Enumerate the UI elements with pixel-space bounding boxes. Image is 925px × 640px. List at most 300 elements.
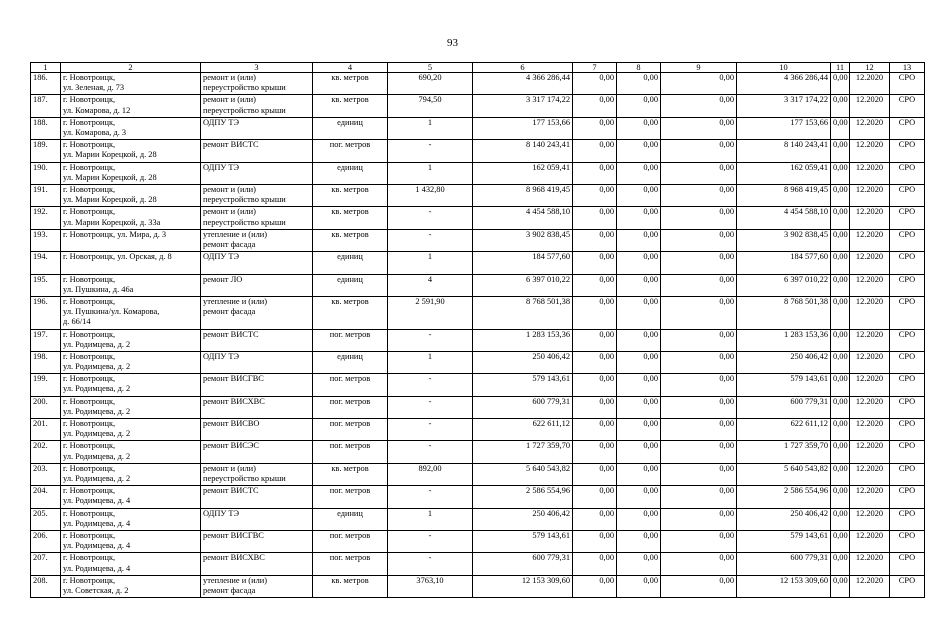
table-row (31, 252, 925, 274)
unit-cell: пог. метров (313, 140, 388, 162)
completion-date-cell: 12.2020 (850, 162, 890, 184)
row-number: 204. (31, 486, 61, 508)
table-row (31, 531, 925, 553)
regional-budget-cell: 0,00 (617, 531, 661, 553)
regional-budget-cell: 0,00 (617, 296, 661, 329)
address-cell: г. Новотроицк, ул. Марии Корецкой, д. 28 (61, 140, 201, 162)
fund-cell: 0,00 (573, 229, 617, 251)
address-cell: г. Новотроицк, ул. Советская, д. 2 (61, 575, 201, 597)
work-type-cell: ОДПУ ТЭ (201, 508, 313, 530)
regional-budget-cell: 0,00 (617, 329, 661, 351)
regional-budget-cell: 0,00 (617, 117, 661, 139)
row-number: 191. (31, 184, 61, 206)
total-cost-cell: 4 454 588,10 (473, 207, 573, 229)
regional-budget-cell: 0,00 (617, 95, 661, 117)
local-budget-cell: 0,00 (661, 575, 737, 597)
local-budget-cell: 0,00 (661, 184, 737, 206)
quantity-cell: 1 432,80 (388, 184, 473, 206)
column-header: 1 (31, 63, 61, 73)
fund-cell: 0,00 (573, 463, 617, 485)
unit-cell: пог. метров (313, 419, 388, 441)
fund-cell: 0,00 (573, 73, 617, 95)
other-funds-cell: 0,00 (831, 274, 850, 296)
row-number: 193. (31, 229, 61, 251)
column-header: 2 (61, 63, 201, 73)
other-funds-cell: 0,00 (831, 508, 850, 530)
address-cell: г. Новотроицк, ул. Родимцева, д. 2 (61, 329, 201, 351)
column-header: 9 (661, 63, 737, 73)
table-row (31, 73, 925, 95)
quantity-cell: - (388, 396, 473, 418)
fund-method-cell: СРО (890, 184, 925, 206)
owners-funds-cell: 162 059,41 (737, 162, 831, 184)
table-row (31, 229, 925, 251)
work-type-cell: ремонт и (или) переустройство крыши (201, 463, 313, 485)
work-type-cell: ремонт ВИСГВС (201, 531, 313, 553)
owners-funds-cell: 177 153,66 (737, 117, 831, 139)
regional-budget-cell: 0,00 (617, 374, 661, 396)
unit-cell: кв. метров (313, 207, 388, 229)
total-cost-cell: 250 406,42 (473, 351, 573, 373)
row-number: 197. (31, 329, 61, 351)
completion-date-cell: 12.2020 (850, 184, 890, 206)
owners-funds-cell: 622 611,12 (737, 419, 831, 441)
address-cell: г. Новотроицк, ул. Пушкина/ул. Комарова, д. 66/14 (61, 296, 201, 329)
other-funds-cell: 0,00 (831, 486, 850, 508)
unit-cell: пог. метров (313, 396, 388, 418)
local-budget-cell: 0,00 (661, 252, 737, 274)
fund-method-cell: СРО (890, 296, 925, 329)
quantity-cell: - (388, 229, 473, 251)
completion-date-cell: 12.2020 (850, 95, 890, 117)
work-type-cell: ремонт ВИСГВС (201, 374, 313, 396)
total-cost-cell: 3 317 174,22 (473, 95, 573, 117)
column-header: 6 (473, 63, 573, 73)
other-funds-cell: 0,00 (831, 95, 850, 117)
address-cell: г. Новотроицк, ул. Марии Корецкой, д. 28 (61, 184, 201, 206)
address-cell: г. Новотроицк, ул. Марии Корецкой, д. 28 (61, 162, 201, 184)
local-budget-cell: 0,00 (661, 553, 737, 575)
fund-cell: 0,00 (573, 351, 617, 373)
local-budget-cell: 0,00 (661, 229, 737, 251)
column-header: 10 (737, 63, 831, 73)
regional-budget-cell: 0,00 (617, 441, 661, 463)
fund-cell: 0,00 (573, 140, 617, 162)
completion-date-cell: 12.2020 (850, 508, 890, 530)
completion-date-cell: 12.2020 (850, 229, 890, 251)
completion-date-cell: 12.2020 (850, 274, 890, 296)
table-row (31, 508, 925, 530)
owners-funds-cell: 8 968 419,45 (737, 184, 831, 206)
table-row (31, 329, 925, 351)
fund-cell: 0,00 (573, 162, 617, 184)
address-cell: г. Новотроицк, ул. Родимцева, д. 4 (61, 508, 201, 530)
address-cell: г. Новотроицк, ул. Родимцева, д. 4 (61, 531, 201, 553)
completion-date-cell: 12.2020 (850, 553, 890, 575)
address-cell: г. Новотроицк, ул. Мира, д. 3 (61, 229, 201, 251)
quantity-cell: 1 (388, 162, 473, 184)
row-number: 192. (31, 207, 61, 229)
column-header: 4 (313, 63, 388, 73)
fund-cell: 0,00 (573, 184, 617, 206)
work-type-cell: ремонт ВИСТС (201, 140, 313, 162)
unit-cell: кв. метров (313, 463, 388, 485)
unit-cell: кв. метров (313, 296, 388, 329)
other-funds-cell: 0,00 (831, 73, 850, 95)
total-cost-cell: 1 727 359,70 (473, 441, 573, 463)
column-header: 7 (573, 63, 617, 73)
table-row (31, 575, 925, 597)
owners-funds-cell: 184 577,60 (737, 252, 831, 274)
fund-method-cell: СРО (890, 73, 925, 95)
completion-date-cell: 12.2020 (850, 463, 890, 485)
total-cost-cell: 579 143,61 (473, 374, 573, 396)
unit-cell: кв. метров (313, 229, 388, 251)
total-cost-cell: 8 140 243,41 (473, 140, 573, 162)
table-body (31, 73, 925, 598)
unit-cell: единиц (313, 274, 388, 296)
completion-date-cell: 12.2020 (850, 252, 890, 274)
quantity-cell: - (388, 486, 473, 508)
row-number: 201. (31, 419, 61, 441)
total-cost-cell: 184 577,60 (473, 252, 573, 274)
completion-date-cell: 12.2020 (850, 396, 890, 418)
local-budget-cell: 0,00 (661, 508, 737, 530)
regional-budget-cell: 0,00 (617, 463, 661, 485)
total-cost-cell: 12 153 309,60 (473, 575, 573, 597)
table-row (31, 162, 925, 184)
work-type-cell: ремонт ВИСХВС (201, 396, 313, 418)
table-row (31, 184, 925, 206)
row-number: 194. (31, 252, 61, 274)
table-row (31, 419, 925, 441)
regional-budget-cell: 0,00 (617, 419, 661, 441)
fund-method-cell: СРО (890, 508, 925, 530)
table-row (31, 463, 925, 485)
column-header: 11 (831, 63, 850, 73)
address-cell: г. Новотроицк, ул. Родимцева, д. 2 (61, 441, 201, 463)
quantity-cell: 1 (388, 117, 473, 139)
fund-cell: 0,00 (573, 374, 617, 396)
local-budget-cell: 0,00 (661, 296, 737, 329)
row-number: 188. (31, 117, 61, 139)
address-cell: г. Новотроицк, ул. Родимцева, д. 2 (61, 374, 201, 396)
owners-funds-cell: 6 397 010,22 (737, 274, 831, 296)
regional-budget-cell: 0,00 (617, 575, 661, 597)
unit-cell: единиц (313, 252, 388, 274)
regional-budget-cell: 0,00 (617, 162, 661, 184)
fund-method-cell: СРО (890, 531, 925, 553)
fund-method-cell: СРО (890, 575, 925, 597)
fund-cell: 0,00 (573, 207, 617, 229)
local-budget-cell: 0,00 (661, 351, 737, 373)
total-cost-cell: 600 779,31 (473, 553, 573, 575)
owners-funds-cell: 600 779,31 (737, 396, 831, 418)
table-row (31, 553, 925, 575)
table-row (31, 374, 925, 396)
table-row (31, 95, 925, 117)
regional-budget-cell: 0,00 (617, 396, 661, 418)
completion-date-cell: 12.2020 (850, 374, 890, 396)
total-cost-cell: 8 968 419,45 (473, 184, 573, 206)
unit-cell: кв. метров (313, 184, 388, 206)
total-cost-cell: 4 366 286,44 (473, 73, 573, 95)
owners-funds-cell: 250 406,42 (737, 508, 831, 530)
fund-method-cell: СРО (890, 329, 925, 351)
address-cell: г. Новотроицк, ул. Комарова, д. 3 (61, 117, 201, 139)
regional-budget-cell: 0,00 (617, 140, 661, 162)
quantity-cell: - (388, 419, 473, 441)
owners-funds-cell: 579 143,61 (737, 374, 831, 396)
row-number: 206. (31, 531, 61, 553)
work-type-cell: ремонт ВИСХВС (201, 553, 313, 575)
fund-method-cell: СРО (890, 486, 925, 508)
quantity-cell: 1 (388, 508, 473, 530)
other-funds-cell: 0,00 (831, 463, 850, 485)
unit-cell: кв. метров (313, 575, 388, 597)
unit-cell: кв. метров (313, 95, 388, 117)
fund-method-cell: СРО (890, 374, 925, 396)
table-row (31, 207, 925, 229)
fund-cell: 0,00 (573, 553, 617, 575)
quantity-cell: 892,00 (388, 463, 473, 485)
quantity-cell: 794,50 (388, 95, 473, 117)
fund-method-cell: СРО (890, 117, 925, 139)
owners-funds-cell: 4 454 588,10 (737, 207, 831, 229)
owners-funds-cell: 8 140 243,41 (737, 140, 831, 162)
unit-cell: кв. метров (313, 73, 388, 95)
local-budget-cell: 0,00 (661, 441, 737, 463)
local-budget-cell: 0,00 (661, 274, 737, 296)
unit-cell: пог. метров (313, 329, 388, 351)
regional-budget-cell: 0,00 (617, 486, 661, 508)
work-type-cell: ОДПУ ТЭ (201, 252, 313, 274)
repair-register-table (30, 62, 925, 598)
local-budget-cell: 0,00 (661, 162, 737, 184)
unit-cell: единиц (313, 508, 388, 530)
total-cost-cell: 579 143,61 (473, 531, 573, 553)
other-funds-cell: 0,00 (831, 162, 850, 184)
fund-method-cell: СРО (890, 95, 925, 117)
fund-cell: 0,00 (573, 396, 617, 418)
table-row (31, 486, 925, 508)
total-cost-cell: 250 406,42 (473, 508, 573, 530)
other-funds-cell: 0,00 (831, 296, 850, 329)
other-funds-cell: 0,00 (831, 441, 850, 463)
regional-budget-cell: 0,00 (617, 252, 661, 274)
completion-date-cell: 12.2020 (850, 351, 890, 373)
regional-budget-cell: 0,00 (617, 73, 661, 95)
unit-cell: пог. метров (313, 531, 388, 553)
other-funds-cell: 0,00 (831, 184, 850, 206)
other-funds-cell: 0,00 (831, 117, 850, 139)
table-row (31, 351, 925, 373)
fund-cell: 0,00 (573, 531, 617, 553)
owners-funds-cell: 8 768 501,38 (737, 296, 831, 329)
row-number: 196. (31, 296, 61, 329)
owners-funds-cell: 1 727 359,70 (737, 441, 831, 463)
owners-funds-cell: 250 406,42 (737, 351, 831, 373)
unit-cell: пог. метров (313, 486, 388, 508)
unit-cell: единиц (313, 162, 388, 184)
work-type-cell: ремонт и (или) переустройство крыши (201, 95, 313, 117)
completion-date-cell: 12.2020 (850, 575, 890, 597)
quantity-cell: 690,20 (388, 73, 473, 95)
fund-method-cell: СРО (890, 396, 925, 418)
completion-date-cell: 12.2020 (850, 140, 890, 162)
fund-method-cell: СРО (890, 162, 925, 184)
quantity-cell: - (388, 441, 473, 463)
work-type-cell: ОДПУ ТЭ (201, 162, 313, 184)
local-budget-cell: 0,00 (661, 140, 737, 162)
unit-cell: единиц (313, 117, 388, 139)
regional-budget-cell: 0,00 (617, 207, 661, 229)
unit-cell: пог. метров (313, 374, 388, 396)
local-budget-cell: 0,00 (661, 396, 737, 418)
fund-cell: 0,00 (573, 575, 617, 597)
local-budget-cell: 0,00 (661, 531, 737, 553)
owners-funds-cell: 1 283 153,36 (737, 329, 831, 351)
address-cell: г. Новотроицк, ул. Родимцева, д. 2 (61, 351, 201, 373)
work-type-cell: ремонт ВИСТС (201, 486, 313, 508)
table-row (31, 441, 925, 463)
address-cell: г. Новотроицк, ул. Пушкина, д. 46а (61, 274, 201, 296)
total-cost-cell: 5 640 543,82 (473, 463, 573, 485)
owners-funds-cell: 5 640 543,82 (737, 463, 831, 485)
quantity-cell: - (388, 140, 473, 162)
quantity-cell: - (388, 553, 473, 575)
column-header: 3 (201, 63, 313, 73)
column-number-row (31, 63, 925, 73)
total-cost-cell: 162 059,41 (473, 162, 573, 184)
local-budget-cell: 0,00 (661, 207, 737, 229)
address-cell: г. Новотроицк, ул. Родимцева, д. 2 (61, 463, 201, 485)
completion-date-cell: 12.2020 (850, 329, 890, 351)
row-number: 198. (31, 351, 61, 373)
other-funds-cell: 0,00 (831, 396, 850, 418)
fund-method-cell: СРО (890, 140, 925, 162)
quantity-cell: - (388, 329, 473, 351)
work-type-cell: ремонт ВИСЭС (201, 441, 313, 463)
fund-cell: 0,00 (573, 508, 617, 530)
completion-date-cell: 12.2020 (850, 441, 890, 463)
total-cost-cell: 600 779,31 (473, 396, 573, 418)
owners-funds-cell: 579 143,61 (737, 531, 831, 553)
row-number: 189. (31, 140, 61, 162)
owners-funds-cell: 3 317 174,22 (737, 95, 831, 117)
column-header: 12 (850, 63, 890, 73)
regional-budget-cell: 0,00 (617, 553, 661, 575)
local-budget-cell: 0,00 (661, 374, 737, 396)
address-cell: г. Новотроицк, ул. Родимцева, д. 4 (61, 553, 201, 575)
quantity-cell: 3763,10 (388, 575, 473, 597)
row-number: 195. (31, 274, 61, 296)
regional-budget-cell: 0,00 (617, 184, 661, 206)
address-cell: г. Новотроицк, ул. Родимцева, д. 4 (61, 486, 201, 508)
fund-method-cell: СРО (890, 463, 925, 485)
total-cost-cell: 177 153,66 (473, 117, 573, 139)
work-type-cell: ремонт ВИСВО (201, 419, 313, 441)
other-funds-cell: 0,00 (831, 252, 850, 274)
fund-cell: 0,00 (573, 274, 617, 296)
owners-funds-cell: 600 779,31 (737, 553, 831, 575)
work-type-cell: ремонт и (или) переустройство крыши (201, 184, 313, 206)
other-funds-cell: 0,00 (831, 329, 850, 351)
local-budget-cell: 0,00 (661, 486, 737, 508)
quantity-cell: 1 (388, 252, 473, 274)
owners-funds-cell: 12 153 309,60 (737, 575, 831, 597)
row-number: 199. (31, 374, 61, 396)
address-cell: г. Новотроицк, ул. Марии Корецкой, д. 33а (61, 207, 201, 229)
fund-method-cell: СРО (890, 274, 925, 296)
local-budget-cell: 0,00 (661, 329, 737, 351)
owners-funds-cell: 2 586 554,96 (737, 486, 831, 508)
other-funds-cell: 0,00 (831, 140, 850, 162)
fund-cell: 0,00 (573, 95, 617, 117)
completion-date-cell: 12.2020 (850, 531, 890, 553)
quantity-cell: - (388, 374, 473, 396)
total-cost-cell: 3 902 838,45 (473, 229, 573, 251)
fund-method-cell: СРО (890, 419, 925, 441)
fund-cell: 0,00 (573, 486, 617, 508)
address-cell: г. Новотроицк, ул. Орская, д. 8 (61, 252, 201, 274)
local-budget-cell: 0,00 (661, 463, 737, 485)
other-funds-cell: 0,00 (831, 229, 850, 251)
quantity-cell: - (388, 531, 473, 553)
total-cost-cell: 1 283 153,36 (473, 329, 573, 351)
address-cell: г. Новотроицк, ул. Родимцева, д. 2 (61, 396, 201, 418)
address-cell: г. Новотроицк, ул. Комарова, д. 12 (61, 95, 201, 117)
table-row (31, 396, 925, 418)
column-header: 5 (388, 63, 473, 73)
other-funds-cell: 0,00 (831, 419, 850, 441)
work-type-cell: утепление и (или) ремонт фасада (201, 296, 313, 329)
other-funds-cell: 0,00 (831, 351, 850, 373)
other-funds-cell: 0,00 (831, 531, 850, 553)
fund-cell: 0,00 (573, 252, 617, 274)
work-type-cell: утепление и (или) ремонт фасада (201, 229, 313, 251)
total-cost-cell: 6 397 010,22 (473, 274, 573, 296)
regional-budget-cell: 0,00 (617, 351, 661, 373)
address-cell: г. Новотроицк, ул. Зеленая, д. 73 (61, 73, 201, 95)
page-number: 93 (447, 37, 458, 49)
table-row (31, 117, 925, 139)
quantity-cell: - (388, 207, 473, 229)
work-type-cell: ОДПУ ТЭ (201, 117, 313, 139)
work-type-cell: ремонт и (или) переустройство крыши (201, 73, 313, 95)
table-row (31, 140, 925, 162)
completion-date-cell: 12.2020 (850, 117, 890, 139)
completion-date-cell: 12.2020 (850, 207, 890, 229)
fund-method-cell: СРО (890, 229, 925, 251)
regional-budget-cell: 0,00 (617, 229, 661, 251)
other-funds-cell: 0,00 (831, 553, 850, 575)
owners-funds-cell: 4 366 286,44 (737, 73, 831, 95)
work-type-cell: ОДПУ ТЭ (201, 351, 313, 373)
row-number: 186. (31, 73, 61, 95)
other-funds-cell: 0,00 (831, 575, 850, 597)
fund-cell: 0,00 (573, 419, 617, 441)
work-type-cell: ремонт ВИСТС (201, 329, 313, 351)
row-number: 205. (31, 508, 61, 530)
work-type-cell: ремонт ЛО (201, 274, 313, 296)
completion-date-cell: 12.2020 (850, 296, 890, 329)
regional-budget-cell: 0,00 (617, 274, 661, 296)
column-header: 8 (617, 63, 661, 73)
completion-date-cell: 12.2020 (850, 73, 890, 95)
row-number: 208. (31, 575, 61, 597)
completion-date-cell: 12.2020 (850, 486, 890, 508)
